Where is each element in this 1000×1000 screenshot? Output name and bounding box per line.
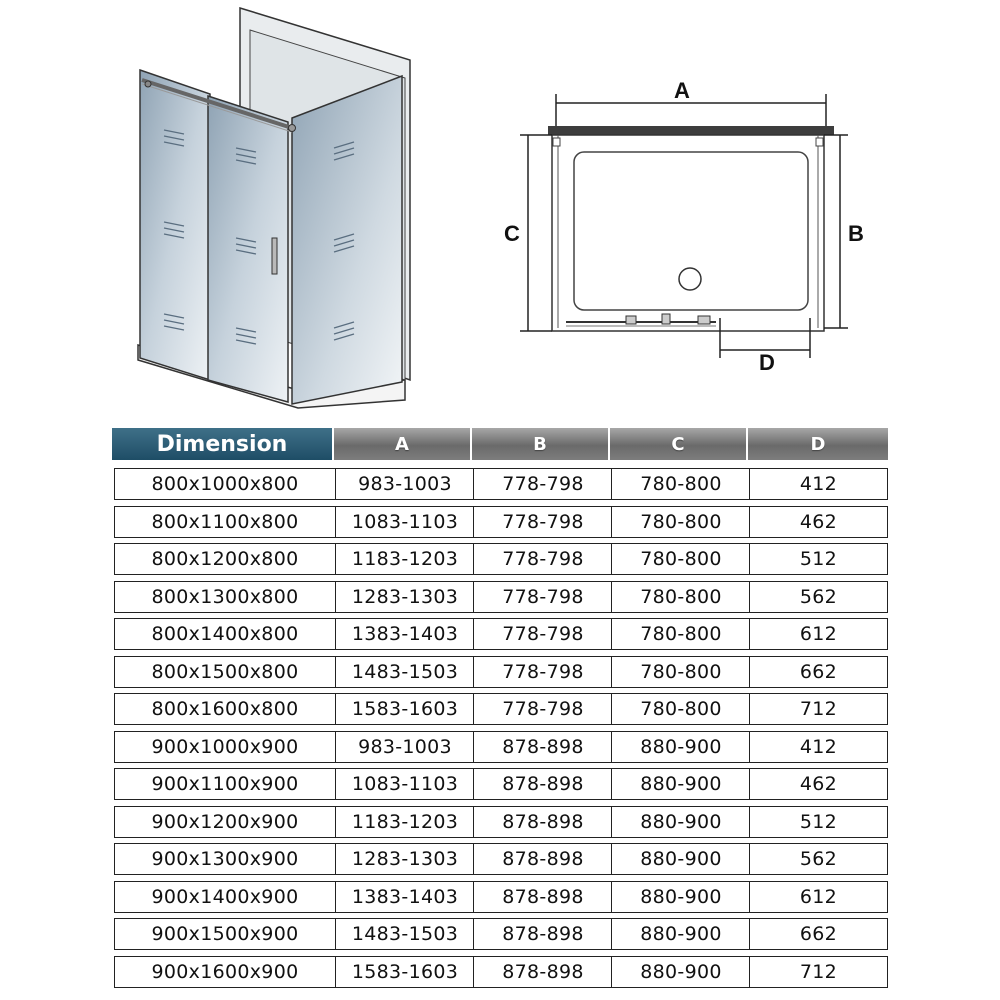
table-cell: 780-800: [611, 507, 750, 537]
table-cell: 1183-1203: [335, 544, 474, 574]
header-dimension: Dimension: [112, 428, 332, 460]
table-row: [114, 806, 888, 838]
table-cell: 512: [749, 544, 887, 574]
drain: [679, 268, 701, 290]
table-row: [114, 693, 888, 725]
table-cell: 800x1000x800: [151, 473, 299, 495]
table-cell: 878-898: [473, 919, 612, 949]
table-cell: 780-800: [611, 657, 750, 687]
table-cell: 800x1400x800: [151, 623, 299, 645]
table-cell: 1083-1103: [335, 769, 474, 799]
table-row: [114, 618, 888, 650]
table-cell: 462: [749, 507, 887, 537]
table-cell: 778-798: [473, 619, 612, 649]
front-fixed-panel: [140, 70, 210, 380]
table-row: [114, 768, 888, 800]
table-cell: 983-1003: [335, 732, 474, 762]
table-cell: 780-800: [611, 544, 750, 574]
table-cell: 900x1000x900: [151, 735, 299, 758]
table-cell: 662: [749, 657, 887, 687]
table-cell: 800x1600x800: [151, 698, 299, 720]
table-cell: 880-900: [611, 844, 750, 874]
door-handle: [272, 238, 277, 274]
table-cell: 1183-1203: [335, 807, 474, 837]
table-cell: 778-798: [473, 694, 612, 724]
table-row: [114, 656, 888, 688]
table-cell: 462: [749, 769, 887, 799]
table-row: [114, 543, 888, 575]
table-cell: 878-898: [473, 732, 612, 762]
table-cell: 1583-1603: [335, 694, 474, 724]
table-row: [114, 581, 888, 613]
table-cell: 778-798: [473, 582, 612, 612]
table-cell: 800x1300x800: [151, 585, 299, 608]
table-cell: 900x1300x900: [151, 848, 299, 870]
table-cell: 562: [749, 844, 887, 874]
table-row: [114, 918, 888, 950]
table-cell: 800x1500x800: [151, 660, 299, 683]
table-cell: 880-900: [611, 732, 750, 762]
table-cell: 878-898: [473, 844, 612, 874]
table-cell: 512: [749, 807, 887, 837]
label-b: B: [848, 221, 864, 246]
table-cell: 1483-1503: [335, 919, 474, 949]
table-cell: 800x1100x800: [151, 510, 299, 533]
table-cell: 1483-1503: [335, 657, 474, 687]
table-cell: 712: [749, 694, 887, 724]
table-cell: 1083-1103: [335, 507, 474, 537]
table-cell: 983-1003: [335, 469, 474, 499]
table-cell: 1283-1303: [335, 844, 474, 874]
header-c: C: [610, 428, 746, 460]
table-cell: 612: [749, 619, 887, 649]
header-a: A: [334, 428, 470, 460]
table-row: [114, 506, 888, 538]
table-cell: 878-898: [473, 769, 612, 799]
table-cell: 412: [749, 732, 887, 762]
table-cell: 1583-1603: [335, 957, 474, 987]
table-cell: 900x1100x900: [151, 773, 299, 795]
table-row: [114, 843, 888, 875]
table-cell: 662: [749, 919, 887, 949]
table-cell: 880-900: [611, 769, 750, 799]
table-cell: 780-800: [611, 619, 750, 649]
table-cell: 800x1200x800: [151, 548, 299, 570]
table-cell: 900x1400x900: [151, 885, 299, 908]
table-cell: 1383-1403: [335, 882, 474, 912]
label-d: D: [759, 350, 775, 375]
table-row: [114, 468, 888, 500]
table-cell: 878-898: [473, 807, 612, 837]
table-cell: 878-898: [473, 957, 612, 987]
table-cell: 412: [749, 469, 887, 499]
table-cell: 900x1200x900: [151, 810, 299, 833]
table-cell: 778-798: [473, 657, 612, 687]
table-cell: 880-900: [611, 957, 750, 987]
label-a: A: [674, 78, 690, 103]
table-cell: 880-900: [611, 807, 750, 837]
table-cell: 878-898: [473, 882, 612, 912]
table-cell: 880-900: [611, 919, 750, 949]
table-cell: 1383-1403: [335, 619, 474, 649]
table-row: [114, 731, 888, 763]
wall-bar: [548, 126, 834, 135]
table-cell: 778-798: [473, 507, 612, 537]
table-cell: 900x1600x900: [151, 960, 299, 983]
table-cell: 780-800: [611, 694, 750, 724]
table-cell: 1283-1303: [335, 582, 474, 612]
table-cell: 712: [749, 957, 887, 987]
label-c: C: [504, 221, 520, 246]
table-cell: 778-798: [473, 544, 612, 574]
table-cell: 900x1500x900: [151, 923, 299, 945]
table-cell: 562: [749, 582, 887, 612]
table-row: [114, 881, 888, 913]
side-panel: [292, 76, 402, 404]
plan-view-diagram: [490, 70, 890, 380]
header-d: D: [748, 428, 888, 460]
table-cell: 612: [749, 882, 887, 912]
table-cell: 778-798: [473, 469, 612, 499]
header-b: B: [472, 428, 608, 460]
table-row: [114, 956, 888, 988]
table-cell: 880-900: [611, 882, 750, 912]
shower-enclosure-illustration: [120, 0, 420, 420]
table-cell: 780-800: [611, 582, 750, 612]
table-cell: 780-800: [611, 469, 750, 499]
